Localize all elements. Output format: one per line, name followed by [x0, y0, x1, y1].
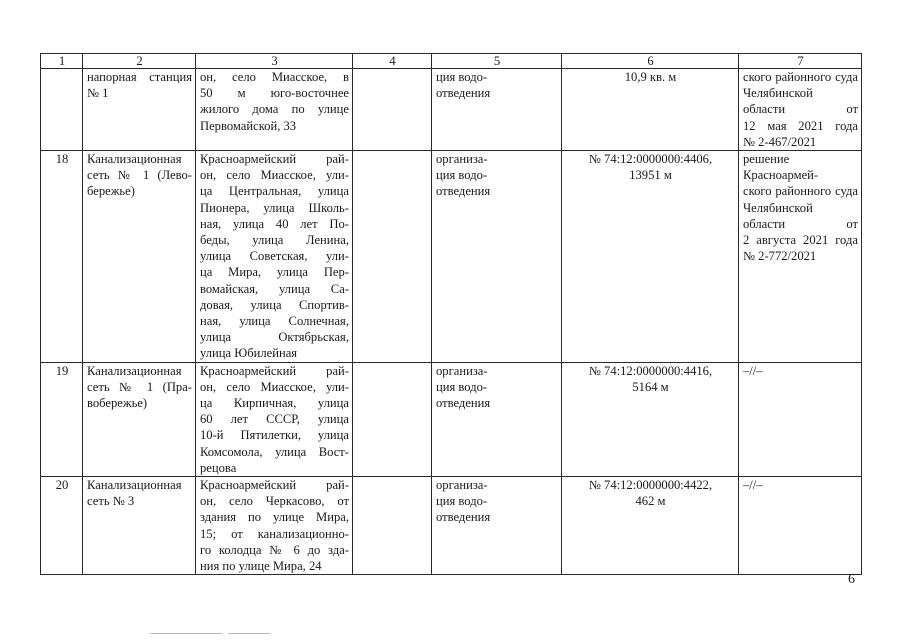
text-line: Красноармейский рай-	[200, 363, 349, 378]
footer-rule	[228, 633, 270, 634]
facility-location	[196, 151, 353, 363]
column-number: 3	[196, 54, 353, 69]
text-line: организа-	[436, 152, 488, 167]
row-number: 19	[41, 362, 83, 476]
text-line: отведения	[436, 184, 491, 199]
text-line: Канализационная	[87, 363, 182, 378]
text-line: № 2-467/2021	[743, 134, 817, 149]
text-line: ца Центральная, улица	[200, 184, 349, 199]
text-line: 10,9 кв. м	[624, 70, 677, 84]
text-line: 50 м юго-восточнее	[200, 86, 349, 101]
table-row	[41, 477, 862, 575]
column-number: 4	[353, 54, 432, 69]
text-line: улица Юбилейная	[200, 346, 298, 361]
column-number-row	[41, 54, 862, 69]
row-number	[41, 69, 83, 151]
text-line: ция водо-	[436, 379, 488, 394]
facility-location	[196, 69, 353, 151]
cadastral-number	[562, 362, 739, 476]
text-line: ского районного суда	[743, 184, 858, 199]
facility-location	[196, 477, 353, 575]
text-line: здания по улице Мира,	[200, 510, 349, 525]
text-line: 462 м	[635, 494, 666, 509]
text-line: Красноармейский рай-	[200, 152, 349, 167]
registry-table	[40, 53, 862, 575]
owner-organization	[432, 362, 562, 476]
text-line: 10-й Пятилетки, улица	[200, 428, 349, 443]
text-line: вомайская, улица Са-	[200, 281, 349, 296]
text-line: ского районного суда	[743, 70, 858, 84]
text-line: Красноармейский рай-	[200, 478, 349, 493]
text-line: № 74:12:0000000:4422,	[588, 478, 713, 493]
row-number: 18	[41, 151, 83, 363]
text-line: –//–	[743, 478, 763, 493]
column-4-cell	[353, 151, 432, 363]
text-line: жилого дома по улице	[200, 102, 349, 117]
text-line: 15; от канализационно-	[200, 526, 349, 541]
text-line: ца Кирпичная, улица	[200, 396, 349, 411]
text-line: он, село Миасское, ули-	[200, 168, 349, 183]
column-4-cell	[353, 69, 432, 151]
column-number: 7	[739, 54, 862, 69]
text-line: отведения	[436, 510, 491, 525]
legal-basis	[739, 151, 862, 363]
facility-name	[83, 477, 196, 575]
text-line: Челябинской области от	[743, 86, 858, 117]
text-line: № 1	[87, 86, 109, 101]
facility-name	[83, 362, 196, 476]
text-line: № 2-772/2021	[743, 249, 817, 264]
facility-location	[196, 362, 353, 476]
text-line: 12 мая 2021 года	[743, 118, 858, 133]
text-line: улица Октябрьская,	[200, 330, 349, 345]
text-line: 2 августа 2021 года	[743, 233, 858, 248]
row-number: 20	[41, 477, 83, 575]
owner-organization	[432, 69, 562, 151]
text-line: решение Красноармей-	[743, 152, 819, 183]
text-line: беды, улица Ленина,	[200, 233, 349, 248]
text-line: напорная станция	[87, 70, 192, 84]
owner-organization	[432, 477, 562, 575]
column-4-cell	[353, 477, 432, 575]
text-line: 60 лет СССР, улица	[200, 412, 349, 427]
text-line: организа-	[436, 478, 488, 493]
text-line: ная, улица Солнечная,	[200, 314, 349, 329]
text-line: организа-	[436, 363, 488, 378]
text-line: довая, улица Спортив-	[200, 297, 349, 312]
text-line: ная, улица 40 лет По-	[200, 216, 349, 231]
column-number: 5	[432, 54, 562, 69]
footer-rule	[150, 633, 222, 634]
legal-basis	[739, 362, 862, 476]
text-line: –//–	[743, 363, 763, 378]
text-line: ция водо-	[436, 168, 488, 183]
page-number: 6	[848, 572, 855, 587]
facility-name	[83, 69, 196, 151]
text-line: ция водо-	[436, 494, 488, 509]
table-row	[41, 151, 862, 363]
text-line: рецова	[200, 460, 237, 475]
column-number: 6	[562, 54, 739, 69]
text-line: улица Советская, ули-	[200, 249, 349, 264]
table-row	[41, 362, 862, 476]
text-line: ца Мира, улица Пер-	[200, 265, 349, 280]
text-line: го колодца № 6 до зда-	[200, 542, 349, 557]
text-line: ция водо-	[436, 70, 488, 84]
text-line: он, село Миасское, в	[200, 70, 349, 84]
legal-basis	[739, 69, 862, 151]
text-line: он, село Черкасово, от	[200, 494, 349, 509]
column-number: 2	[83, 54, 196, 69]
text-line: вобережье)	[87, 396, 148, 411]
table-row	[41, 69, 862, 151]
column-4-cell	[353, 362, 432, 476]
cadastral-number	[562, 69, 739, 151]
text-line: Пионера, улица Школь-	[200, 200, 349, 215]
cadastral-number	[562, 477, 739, 575]
owner-organization	[432, 151, 562, 363]
text-line: Канализационная	[87, 152, 182, 167]
text-line: 13951 м	[629, 168, 672, 183]
text-line: ния по улице Мира, 24	[200, 559, 322, 574]
text-line: № 74:12:0000000:4406,	[588, 152, 713, 167]
text-line: сеть № 1 (Лево-	[87, 168, 192, 183]
text-line: он, село Миасское, ули-	[200, 379, 349, 394]
cadastral-number	[562, 151, 739, 363]
text-line: № 74:12:0000000:4416,	[588, 363, 713, 378]
text-line: Челябинской области от	[743, 200, 858, 231]
column-number: 1	[41, 54, 83, 69]
legal-basis	[739, 477, 862, 575]
text-line: Канализационная	[87, 478, 182, 493]
text-line: Первомайской, 33	[200, 118, 297, 133]
text-line: сеть № 3	[87, 494, 135, 509]
text-line: 5164 м	[632, 379, 669, 394]
text-line: отведения	[436, 396, 491, 411]
text-line: Комсомола, улица Вост-	[200, 444, 349, 459]
text-line: сеть № 1 (Пра-	[87, 379, 192, 394]
facility-name	[83, 151, 196, 363]
text-line: отведения	[436, 86, 491, 101]
text-line: бережье)	[87, 184, 135, 199]
